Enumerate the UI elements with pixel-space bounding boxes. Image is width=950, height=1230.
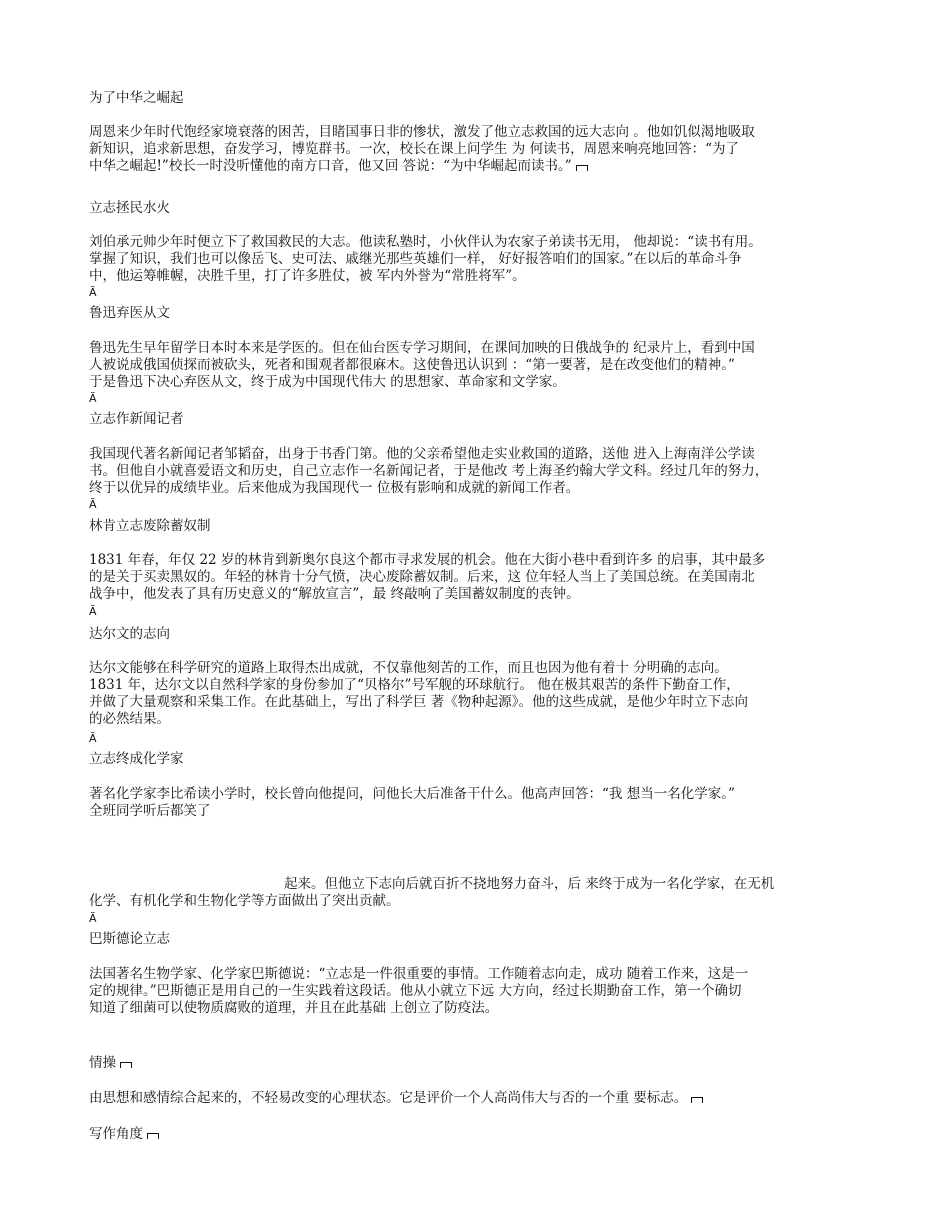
- section-title: 立志终成化学家: [89, 751, 184, 767]
- section-body: 鲁迅先生早年留学日本时本来是学医的。但在仙台医专学习期间，在课间加映的日俄战争的 纪录片上，看到中国 人被说成俄国侦探而被砍头，死者和围观者都很麻木。这使鲁迅认识到 ：“第一要著，是在改变他们的精神。” 于是鲁迅下决心弃医从文，终于成为中国现代伟大 的思想家、革命家和文学家。: [89, 340, 755, 390]
- section-title: 写作角度: [89, 1125, 159, 1143]
- stray-glyph: Ã: [89, 392, 97, 405]
- section-body: 刘伯承元帅少年时便立下了救国救民的大志。他读私塾时，小伙伴认为农家子弟读书无用， 他却说：“读书有用。 掌握了知识，我们也可以像岳飞、史可法、戚继光那些英雄们一样， 好好报答咱们的国家。”在以后的革命斗争 中，他运筹帷幄，决胜千里，打了许多胜仗，被 军内外誉为“常胜将军”。: [89, 234, 762, 284]
- section-body: 达尔文能够在科学研究的道路上取得杰出成就，不仅靠他刻苦的工作，而且也因为他有着十 分明确的志向。 1831 年，达尔文以自然科学家的身份参加了“贝格尔”号军舰的环球航行。 他在极其艰苦的条件下勤奋工作， 并做了大量观察和采集工作。在此基础上，写出了科学巨 著《物种起源》。他的这些成就，是他少年时立下志向 的必然结果。: [89, 660, 749, 727]
- section-title: 情操: [89, 1054, 132, 1072]
- section-body: 著名化学家李比希读小学时，校长曾向他提问，问他长大后准备干什么。他高声回答：“我 想当一名化学家。” 全班同学听后都笑了: [89, 786, 735, 819]
- section-title: 鲁迅弃医从文: [89, 305, 170, 321]
- section-body: 1831 年春，年仅 22 岁的林肯到新奥尔良这个都市寻求发展的机会。他在大街小巷中看到许多 的启事，其中最多 的是关于买卖黑奴的。年轻的林肯十分气愤，决心废除蓄奴制。后来，这 位年轻人当上了美国总统。在美国南北 战争中，他发表了具有历史意义的“解放宣言”，最 终敲响了美国蓄奴制度的丧钟。: [89, 552, 766, 602]
- return-mark-icon: [147, 1133, 159, 1139]
- section-title: 为了中华之崛起: [89, 90, 184, 106]
- section-body: 法国著名生物学家、化学家巴斯德说：“立志是一件很重要的事情。工作随着志向走，成功 随着工作来，这是一 定的规律。”巴斯德正是用自己的一生实践着这段话。他从小就立下远 大方向，经过长期勤奋工作，第一个确切 知道了细菌可以使物质腐败的道理，并且在此基础 上创立了防疫法。: [89, 966, 749, 1016]
- section-title: 达尔文的志向: [89, 626, 170, 642]
- section-title: 立志作新闻记者: [89, 411, 184, 427]
- return-mark-icon: [120, 1062, 132, 1068]
- stray-glyph: Ã: [89, 732, 97, 745]
- section-title: 巴斯德论立志: [89, 931, 170, 947]
- section-body: 周恩来少年时代饱经家境衰落的困苦，目睹国事日非的惨状，激发了他立志救国的远大志向 。他如饥似渴地吸取 新知识，追求新思想，奋发学习，博览群书。一次，校长在课上问学生 为 何读书，周恩来响亮地回答：“为了 中华之崛起!”校长一时没听懂他的南方口音，他又回 答说：“为中华崛起而读书。”: [89, 124, 755, 174]
- stray-glyph: Ã: [89, 605, 97, 618]
- section-body-continued: 起来。但他立下志向后就百折不挠地努力奋斗，后 来终于成为一名化学家，在无机 化学、有机化学和生物化学等方面做出了突出贡献。: [89, 876, 775, 909]
- return-mark-icon: [691, 1097, 703, 1103]
- section-title: 立志拯民水火: [89, 200, 170, 216]
- section-body: 我国现代著名新闻记者邹韬奋，出身于书香门第。他的父亲希望他走实业救国的道路，送他 进入上海南洋公学读 书。但他自小就喜爱语文和历史，自己立志作一名新闻记者，于是他改 考上海圣约翰大学文科。经过几年的努力， 终于以优异的成绩毕业。后来他成为我国现代一 位极有影响和成就的新闻工作者。: [89, 446, 769, 496]
- section-title: 林肯立志废除蓄奴制: [89, 518, 211, 534]
- stray-glyph: Ã: [89, 498, 97, 511]
- section-body: 由思想和感情综合起来的，不轻易改变的心理状态。它是评价一个人高尚伟大与否的一个重 要标志。: [89, 1090, 879, 1107]
- stray-glyph: Ã: [89, 286, 97, 299]
- stray-glyph: Ã: [89, 912, 97, 925]
- return-mark-icon: [576, 165, 588, 171]
